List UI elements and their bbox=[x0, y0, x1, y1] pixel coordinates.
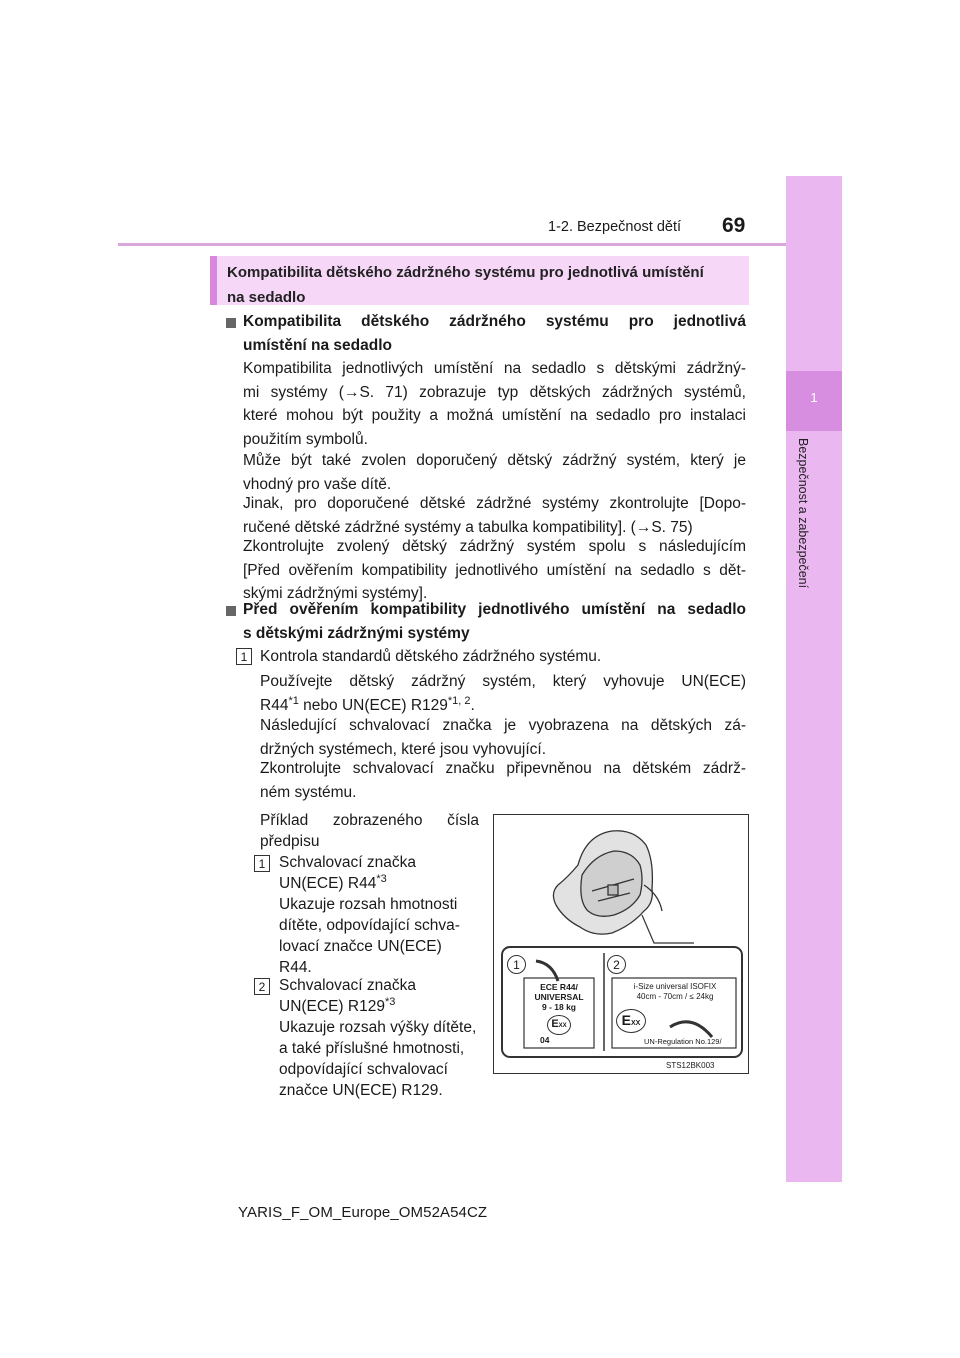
r44-line: 9 - 18 kg bbox=[541, 1002, 577, 1012]
figure-code: STS12BK003 bbox=[666, 1061, 715, 1070]
text-line bbox=[279, 873, 479, 894]
block2-heading bbox=[243, 598, 746, 645]
text-line: Následující schvalovací značka je vyobrazena na dětských zá- bbox=[260, 717, 746, 734]
footnote-marker: *3 bbox=[384, 995, 396, 1008]
section-title-line2: na sedadlo bbox=[227, 289, 306, 306]
r44-code: 04 bbox=[540, 1035, 550, 1045]
r44-line: ECE R44/ bbox=[540, 982, 578, 992]
text-fragment: UN(ECE) R44 bbox=[279, 875, 377, 892]
bullet-square-icon bbox=[226, 318, 236, 328]
text-line: značce UN(ECE) R129. bbox=[279, 1082, 443, 1099]
callout-line bbox=[642, 915, 694, 943]
text-fragment: R44 bbox=[260, 696, 289, 714]
text-line: Ukazuje rozsah výšky dítěte, bbox=[279, 1019, 477, 1036]
example-caption bbox=[260, 810, 479, 852]
r129-line: 40cm - 70cm / ≤ 24kg bbox=[636, 992, 714, 1001]
chapter-title: Bezpečnost a zabezpečení bbox=[796, 438, 810, 589]
step1-paragraph1 bbox=[260, 670, 746, 717]
figure-label-2: 2 bbox=[607, 955, 626, 974]
text-line: Jinak, pro doporučené dětské zádržné systémy zkontrolujte [Dopo- bbox=[243, 495, 746, 512]
text-fragment: UN(ECE) R129 bbox=[279, 998, 385, 1015]
text-line bbox=[279, 996, 484, 1017]
text-line: mi systémy (→S. 71) zobrazuje typ dětských zádržných systémů, bbox=[243, 383, 746, 401]
chapter-side-tab bbox=[786, 176, 842, 1182]
child-seat-illustration bbox=[494, 815, 748, 1073]
text-line: Kompatibilita jednotlivých umístění na sedadlo s dětskými zádržný- bbox=[243, 360, 746, 377]
r129-label-text bbox=[616, 982, 734, 1002]
e-mark-letter: E bbox=[621, 1012, 631, 1028]
e-mark-letter: E bbox=[551, 1018, 559, 1030]
r44-label-text bbox=[524, 982, 594, 1012]
r44-line: UNIVERSAL bbox=[534, 992, 584, 1002]
text-line: Příklad zobrazeného čísla bbox=[260, 812, 479, 829]
block1-paragraph2 bbox=[243, 449, 746, 496]
footnote-marker: *1, 2 bbox=[447, 694, 471, 707]
item1-text bbox=[279, 852, 479, 978]
block1-heading-line1: Kompatibilita dětského zádržného systému pro jednotlivá bbox=[243, 313, 746, 330]
e-mark-sub: XX bbox=[631, 1020, 641, 1027]
figure-label-1: 1 bbox=[507, 955, 526, 974]
text-line: držných systémech, které jsou vyhovující. bbox=[260, 740, 547, 758]
text-line: použitím symbolů. bbox=[243, 430, 368, 448]
block1-heading bbox=[243, 310, 746, 357]
text-line: dítěte, odpovídající schva- bbox=[279, 917, 460, 934]
r129-line: i-Size universal ISOFIX bbox=[633, 982, 717, 991]
text-line: [Před ověřením kompatibility jednotlivého umístění na sedadlo s dět- bbox=[243, 561, 746, 579]
text-line: ném systému. bbox=[260, 783, 357, 801]
text-line: R44. bbox=[279, 959, 312, 976]
section-reference: 1-2. Bezpečnost dětí bbox=[548, 219, 681, 235]
e-mark-icon bbox=[616, 1009, 646, 1033]
text-line: ručené dětské zádržné systémy a tabulka kompatibility]. (→S. 75) bbox=[243, 518, 693, 536]
page-number: 69 bbox=[722, 214, 746, 237]
text-line: Může být také zvolen doporučený dětský zádržný systém, který je bbox=[243, 452, 746, 469]
block1-paragraph3 bbox=[243, 492, 746, 539]
footnote-marker: *3 bbox=[376, 872, 387, 885]
step-number-box: 1 bbox=[236, 648, 252, 665]
text-line: které mohou být použity a možná umístění na sedadlo pro instalaci bbox=[243, 407, 746, 424]
document-code: YARIS_F_OM_Europe_OM52A54CZ bbox=[238, 1204, 488, 1221]
text-line: a také příslušné hmotnosti, bbox=[279, 1040, 465, 1057]
block2-heading-line1: Před ověřením kompatibility jednotlivého umístění na sedadlo bbox=[243, 601, 746, 618]
header-rule bbox=[118, 243, 786, 246]
text-line: Zkontrolujte zvolený dětský zádržný systém spolu s následujícím bbox=[243, 538, 746, 555]
section-title-box bbox=[210, 256, 749, 305]
step1-title: Kontrola standardů dětského zádržného systému. bbox=[260, 648, 602, 665]
block2-heading-line2: s dětskými zádržnými systémy bbox=[243, 624, 470, 642]
r129-code: UN-Regulation No.129/ bbox=[644, 1037, 722, 1046]
block1-heading-line2: umístění na sedadlo bbox=[243, 336, 393, 354]
text-line: Schvalovací značka bbox=[279, 977, 416, 994]
section-title-line1: Kompatibilita dětského zádržného systému pro jednotlivá umístění bbox=[227, 264, 704, 281]
block1-paragraph4 bbox=[243, 535, 746, 606]
text-line: Ukazuje rozsah hmotnosti bbox=[279, 896, 458, 913]
text-line: Používejte dětský zádržný systém, který vyhovuje UN(ECE) bbox=[260, 673, 746, 690]
chapter-number: 1 bbox=[810, 390, 818, 405]
bullet-square-icon bbox=[226, 606, 236, 616]
child-seat-drawing bbox=[553, 831, 662, 934]
block1-paragraph1 bbox=[243, 357, 746, 451]
item-number-box: 1 bbox=[254, 855, 270, 872]
e-mark-sub: XX bbox=[558, 1023, 567, 1029]
footnote-marker: *1 bbox=[288, 694, 299, 707]
text-line: lovací značce UN(ECE) bbox=[279, 938, 442, 955]
text-fragment: nebo UN(ECE) R129 bbox=[298, 696, 448, 714]
item2-text bbox=[279, 975, 484, 1101]
text-line: vhodný pro vaše dítě. bbox=[243, 475, 392, 493]
text-line: Schvalovací značka bbox=[279, 854, 416, 871]
text-line: skými zádržnými systémy]. bbox=[243, 585, 428, 602]
text-fragment: . bbox=[470, 696, 475, 714]
step1-paragraph3 bbox=[260, 757, 746, 804]
figure-frame bbox=[493, 814, 749, 1074]
item-number-box: 2 bbox=[254, 978, 270, 995]
step1-paragraph2 bbox=[260, 714, 746, 761]
text-line: předpisu bbox=[260, 833, 320, 850]
e-mark-icon bbox=[547, 1015, 571, 1035]
text-line: Zkontrolujte schvalovací značku připevněnou na dětském zádrž- bbox=[260, 760, 746, 777]
text-line: odpovídající schvalovací bbox=[279, 1061, 448, 1078]
